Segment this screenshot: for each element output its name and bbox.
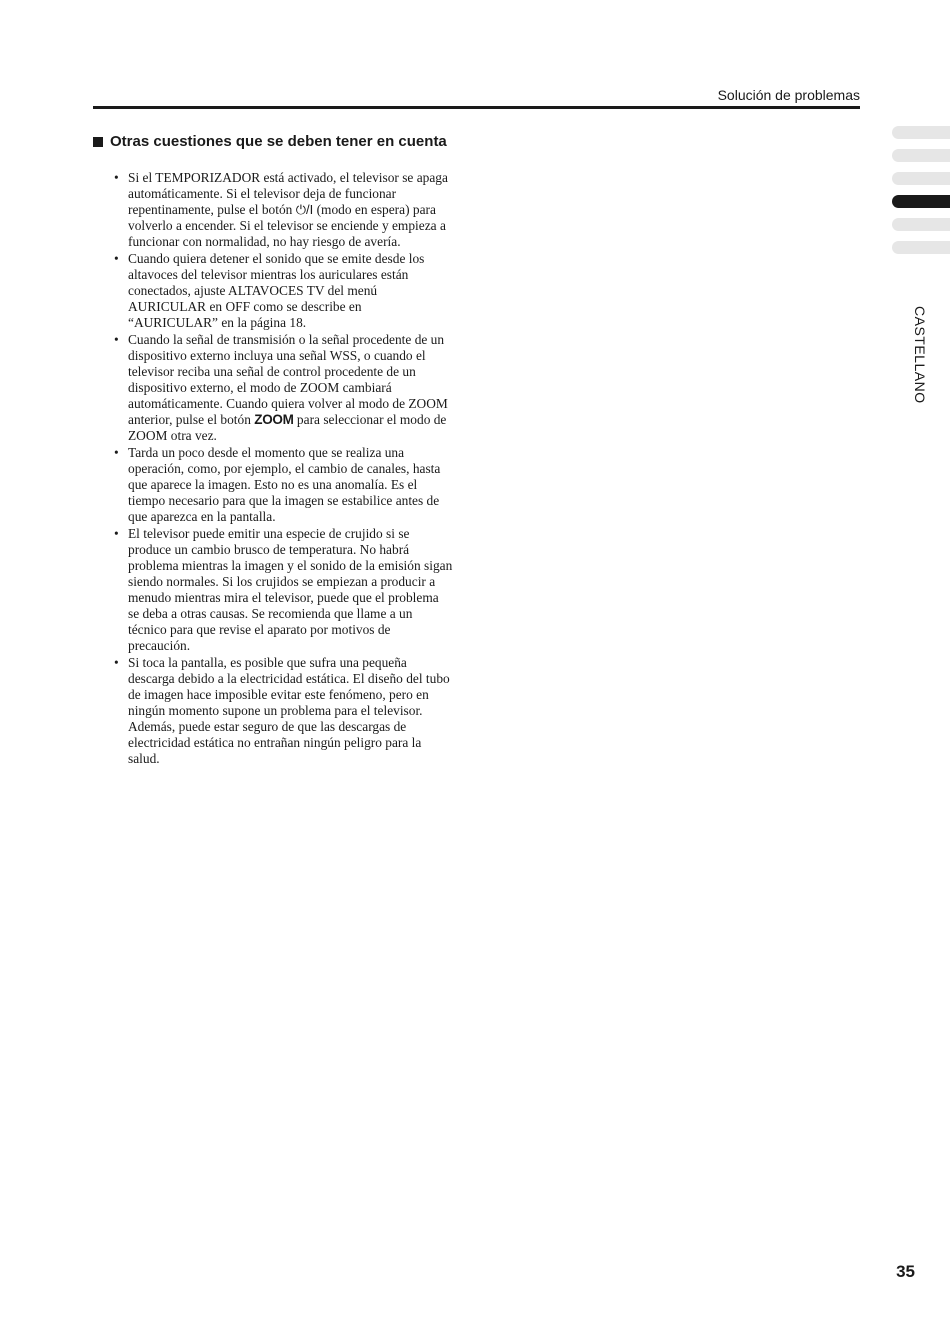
section-heading-text: Otras cuestiones que se deben tener en cuenta — [110, 133, 447, 150]
chapter-tab — [892, 195, 950, 208]
bullet-dot: • — [114, 170, 119, 185]
list-item — [111, 251, 453, 331]
chapter-tabs — [892, 126, 950, 264]
list-item — [111, 655, 453, 767]
chapter-tab — [892, 149, 950, 162]
chapter-tab — [892, 172, 950, 185]
zoom-button-icon: ZOOM — [254, 412, 294, 427]
list-item-text: Si toca la pantalla, es posible que sufra una pequeña descarga debido a la electricidad estática. El diseño del tubo de imagen hace imposible evitar este fenómeno, pero en ningún momento supone un problema para el televisor. Además, puede estar seguro de que las descargas de electricidad estática no entrañan ningún peligro para la salud. — [128, 655, 450, 766]
list-item-text-end: para seleccionar el modo de ZOOM otra vez. — [128, 412, 447, 443]
list-item-text: El televisor puede emitir una especie de crujido si se produce un cambio brusco de temperatura. No habrá problema mientras la imagen y el sonido de la emisión sigan siendo normales. Si los crujidos se empiezan a producir a menudo mientras mira el televisor, puede que el problema se deba a otras causas. Se recomienda que llame a un técnico para que revise el aparato por motivos de precaución. — [128, 526, 453, 653]
list-item — [111, 526, 453, 654]
standby-power-icon: ⏻/I — [295, 202, 314, 217]
bullet-dot: • — [114, 332, 119, 347]
header-rule — [93, 106, 860, 109]
chapter-tab — [892, 126, 950, 139]
language-label: CASTELLANO — [912, 306, 928, 404]
square-bullet-icon — [93, 137, 103, 147]
list-item-text-end: (modo en espera) para volverlo a encender. Si el televisor se enciende y empieza a funcionar con normalidad, no hay riesgo de avería. — [128, 202, 446, 249]
bullet-dot: • — [114, 445, 119, 460]
list-item — [111, 332, 453, 444]
chapter-tab — [892, 241, 950, 254]
list-item-text: Tarda un poco desde el momento que se realiza una operación, como, por ejemplo, el cambio de canales, hasta que aparece la imagen. Esto no es una anomalía. Es el tiempo necesario para que la imagen se estabilice antes de que aparezca en la pantalla. — [128, 445, 441, 524]
bullet-dot: • — [114, 251, 119, 266]
bullet-list — [111, 170, 453, 768]
bullet-dot: • — [114, 526, 119, 541]
section-heading — [93, 133, 453, 151]
list-item-text: Cuando quiera detener el sonido que se emite desde los altavoces del televisor mientras los auriculares están conectados, ajuste ALTAVOCES TV del menú AURICULAR en OFF como se describe en “AURICULAR” en la página 18. — [128, 251, 425, 330]
list-item — [111, 170, 453, 250]
chapter-tab — [892, 218, 950, 231]
list-item — [111, 445, 453, 525]
list-item-text-start: Si el TEMPORIZADOR está activado, el televisor se apaga automáticamente. Si el televisor deja de funcionar repentinamente, pulse el botón — [128, 170, 448, 217]
bullet-dot: • — [114, 655, 119, 670]
page-number: 35 — [896, 1262, 915, 1281]
list-item-text-start: Cuando la señal de transmisión o la señal procedente de un dispositivo externo incluya una señal WSS, o cuando el televisor reciba una señal de control procedente de un dispositivo externo, el modo de ZOOM cambiará automáticamente. Cuando quiera volver al modo de ZOOM anterior, pulse el botón — [128, 332, 448, 427]
header-section-title: Solución de problemas — [717, 87, 860, 103]
